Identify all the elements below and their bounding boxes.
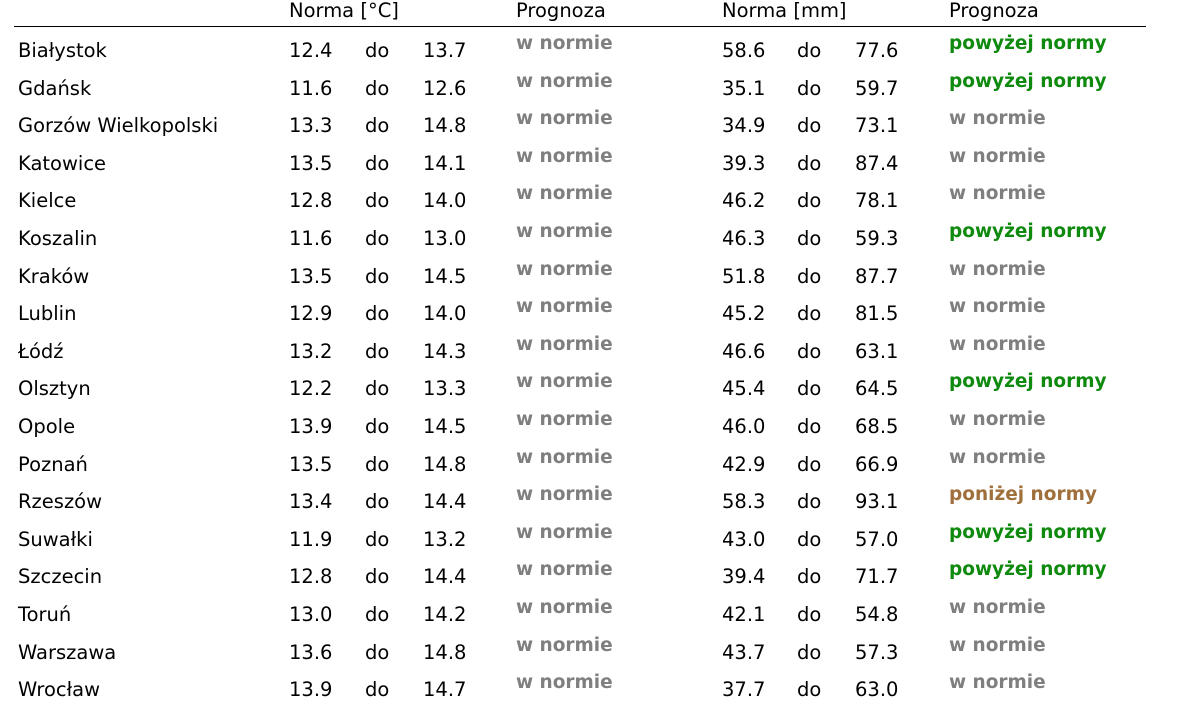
- precip-norm-max: 66.9: [855, 452, 899, 476]
- precip-norm-max: 57.0: [855, 527, 899, 551]
- temp-norm-max: 13.2: [423, 527, 467, 551]
- precip-range-word: do: [797, 377, 822, 401]
- table-row: [0, 371, 1200, 409]
- precip-range-word: do: [797, 565, 822, 589]
- precip-range-word: do: [797, 151, 822, 175]
- city-name: Katowice: [18, 151, 107, 175]
- temp-norm-min: 13.4: [289, 490, 333, 514]
- table-row: [0, 259, 1200, 297]
- temp-forecast: w normie: [516, 484, 613, 506]
- table-row: [0, 447, 1200, 485]
- table-row: [0, 71, 1200, 109]
- temp-norm-min: 13.9: [289, 678, 333, 702]
- table-row: [0, 146, 1200, 184]
- precip-norm-max: 87.4: [855, 151, 899, 175]
- temp-norm-min: 13.3: [289, 114, 333, 138]
- precip-norm-min: 58.6: [722, 39, 766, 62]
- precip-norm-min: 43.7: [722, 640, 766, 664]
- temp-norm-min: 13.9: [289, 415, 333, 438]
- temp-norm-min: 12.9: [289, 302, 333, 326]
- city-name: Toruń: [18, 603, 72, 626]
- precip-forecast: powyżej normy: [949, 521, 1107, 543]
- temp-forecast: w normie: [516, 409, 613, 430]
- precip-norm-min: 34.9: [722, 114, 766, 138]
- city-name: Szczecin: [18, 565, 103, 589]
- precip-norm-min: 46.3: [722, 227, 766, 250]
- table-row: [0, 522, 1200, 560]
- temp-norm-min: 12.8: [289, 565, 333, 589]
- temp-forecast: w normie: [516, 183, 613, 205]
- precip-range-word: do: [797, 189, 822, 213]
- temp-forecast: w normie: [516, 371, 613, 393]
- temp-forecast: w normie: [516, 521, 613, 543]
- temp-forecast: w normie: [516, 221, 613, 242]
- temp-forecast: w normie: [516, 33, 613, 54]
- temp-norm-max: 14.8: [423, 114, 467, 138]
- temp-range-word: do: [365, 114, 390, 138]
- temp-norm-min: 12.2: [289, 377, 333, 401]
- header-temp-norm: Norma [°C]: [289, 0, 399, 22]
- precip-range-word: do: [797, 76, 822, 100]
- precip-forecast: powyżej normy: [949, 559, 1107, 581]
- table-row: [0, 108, 1200, 146]
- precip-norm-min: 46.2: [722, 189, 766, 213]
- precip-forecast: w normie: [949, 409, 1046, 430]
- temp-norm-min: 12.4: [289, 39, 333, 62]
- temp-range-word: do: [365, 603, 390, 626]
- precip-forecast: powyżej normy: [949, 70, 1107, 92]
- precip-range-word: do: [797, 114, 822, 138]
- precip-forecast: w normie: [949, 183, 1046, 205]
- header-divider: [14, 26, 1146, 27]
- temp-forecast: w normie: [516, 333, 613, 355]
- city-name: Suwałki: [18, 527, 93, 551]
- temp-norm-max: 13.3: [423, 377, 467, 401]
- precip-range-word: do: [797, 227, 822, 250]
- temp-norm-min: 12.8: [289, 189, 333, 213]
- temp-range-word: do: [365, 640, 390, 664]
- precip-norm-max: 78.1: [855, 189, 899, 213]
- temp-norm-max: 14.0: [423, 302, 467, 326]
- precip-norm-max: 68.5: [855, 415, 899, 438]
- temp-norm-min: 13.6: [289, 640, 333, 664]
- temp-range-word: do: [365, 490, 390, 514]
- precip-range-word: do: [797, 603, 822, 626]
- temp-norm-min: 13.2: [289, 339, 333, 363]
- precip-norm-min: 46.0: [722, 415, 766, 438]
- temp-norm-min: 13.5: [289, 452, 333, 476]
- table-row: [0, 559, 1200, 597]
- table-row: [0, 484, 1200, 522]
- temp-norm-min: 13.5: [289, 264, 333, 288]
- city-name: Warszawa: [18, 640, 117, 664]
- precip-forecast: w normie: [949, 446, 1046, 468]
- temp-norm-max: 14.0: [423, 189, 467, 213]
- temp-norm-min: 11.9: [289, 527, 333, 551]
- precip-range-word: do: [797, 452, 822, 476]
- precip-norm-min: 39.4: [722, 565, 766, 589]
- temp-norm-max: 14.1: [423, 151, 467, 175]
- temp-range-word: do: [365, 452, 390, 476]
- temp-norm-max: 13.7: [423, 39, 467, 62]
- temp-range-word: do: [365, 227, 390, 250]
- temp-norm-max: 14.5: [423, 415, 467, 438]
- temp-forecast: w normie: [516, 672, 613, 694]
- precip-norm-max: 57.3: [855, 640, 899, 664]
- temp-norm-max: 14.4: [423, 565, 467, 589]
- temp-norm-max: 14.7: [423, 678, 467, 702]
- precip-norm-max: 81.5: [855, 302, 899, 326]
- temp-forecast: w normie: [516, 145, 613, 167]
- precip-norm-min: 45.2: [722, 302, 766, 326]
- temp-norm-max: 14.4: [423, 490, 467, 514]
- temp-range-word: do: [365, 76, 390, 100]
- table-row: [0, 296, 1200, 334]
- temp-norm-max: 14.3: [423, 339, 467, 363]
- precip-forecast: powyżej normy: [949, 221, 1107, 242]
- temp-range-word: do: [365, 264, 390, 288]
- temp-norm-min: 11.6: [289, 227, 333, 250]
- precip-norm-min: 37.7: [722, 678, 766, 702]
- temp-forecast: w normie: [516, 597, 613, 618]
- temp-range-word: do: [365, 565, 390, 589]
- table-row: [0, 183, 1200, 221]
- precip-forecast: powyżej normy: [949, 371, 1107, 393]
- header-temp-forecast: Prognoza: [516, 0, 606, 22]
- precip-forecast: poniżej normy: [949, 484, 1097, 506]
- temp-norm-min: 13.0: [289, 603, 333, 626]
- precip-norm-max: 59.3: [855, 227, 899, 250]
- city-name: Gorzów Wielkopolski: [18, 114, 219, 138]
- temp-range-word: do: [365, 151, 390, 175]
- precip-norm-min: 42.1: [722, 603, 766, 626]
- precip-norm-max: 93.1: [855, 490, 899, 514]
- city-name: Wrocław: [18, 678, 101, 702]
- table-row: [0, 409, 1200, 447]
- temp-range-word: do: [365, 302, 390, 326]
- temp-forecast: w normie: [516, 559, 613, 581]
- precip-forecast: w normie: [949, 258, 1046, 280]
- precip-range-word: do: [797, 39, 822, 62]
- precip-norm-max: 87.7: [855, 264, 899, 288]
- temp-range-word: do: [365, 415, 390, 438]
- temp-norm-max: 14.2: [423, 603, 467, 626]
- precip-norm-min: 58.3: [722, 490, 766, 514]
- city-name: Opole: [18, 415, 76, 438]
- precip-norm-max: 63.0: [855, 678, 899, 702]
- temp-norm-max: 14.8: [423, 640, 467, 664]
- table-row: [0, 334, 1200, 372]
- precip-forecast: w normie: [949, 145, 1046, 167]
- table-row: [0, 672, 1200, 710]
- temp-range-word: do: [365, 377, 390, 401]
- precip-norm-min: 42.9: [722, 452, 766, 476]
- temp-norm-max: 12.6: [423, 76, 467, 100]
- precip-norm-max: 54.8: [855, 603, 899, 626]
- temp-range-word: do: [365, 339, 390, 363]
- city-name: Lublin: [18, 302, 77, 326]
- precip-forecast: powyżej normy: [949, 33, 1107, 54]
- precip-norm-max: 63.1: [855, 339, 899, 363]
- temp-range-word: do: [365, 678, 390, 702]
- precip-norm-max: 71.7: [855, 565, 899, 589]
- precip-forecast: w normie: [949, 597, 1046, 618]
- city-name: Koszalin: [18, 227, 98, 250]
- precip-norm-max: 73.1: [855, 114, 899, 138]
- precip-forecast: w normie: [949, 333, 1046, 355]
- table-row: [0, 597, 1200, 635]
- precip-norm-max: 64.5: [855, 377, 899, 401]
- precip-norm-min: 46.6: [722, 339, 766, 363]
- precip-range-word: do: [797, 640, 822, 664]
- precip-forecast: w normie: [949, 296, 1046, 318]
- city-name: Rzeszów: [18, 490, 103, 514]
- precip-range-word: do: [797, 678, 822, 702]
- city-name: Białystok: [18, 39, 107, 62]
- city-name: Łódź: [18, 339, 64, 363]
- temp-norm-max: 13.0: [423, 227, 467, 250]
- temp-norm-min: 13.5: [289, 151, 333, 175]
- precip-norm-min: 35.1: [722, 76, 766, 100]
- precip-forecast: w normie: [949, 108, 1046, 130]
- precip-range-word: do: [797, 339, 822, 363]
- table-row: [0, 221, 1200, 259]
- city-name: Kielce: [18, 189, 77, 213]
- table-row: [0, 635, 1200, 673]
- temp-range-word: do: [365, 189, 390, 213]
- city-name: Poznań: [18, 452, 88, 476]
- precip-forecast: w normie: [949, 672, 1046, 694]
- temp-forecast: w normie: [516, 108, 613, 130]
- table-row: [0, 33, 1200, 71]
- temp-norm-max: 14.5: [423, 264, 467, 288]
- precip-norm-min: 43.0: [722, 527, 766, 551]
- temp-forecast: w normie: [516, 258, 613, 280]
- header-precip-norm: Norma [mm]: [722, 0, 847, 22]
- header-precip-forecast: Prognoza: [949, 0, 1039, 22]
- precip-range-word: do: [797, 527, 822, 551]
- precip-forecast: w normie: [949, 634, 1046, 656]
- precip-range-word: do: [797, 415, 822, 438]
- city-name: Kraków: [18, 264, 90, 288]
- city-name: Olsztyn: [18, 377, 91, 401]
- temp-range-word: do: [365, 39, 390, 62]
- precip-norm-max: 59.7: [855, 76, 899, 100]
- temp-norm-max: 14.8: [423, 452, 467, 476]
- temp-forecast: w normie: [516, 634, 613, 656]
- temp-forecast: w normie: [516, 70, 613, 92]
- precip-norm-min: 51.8: [722, 264, 766, 288]
- city-name: Gdańsk: [18, 76, 92, 100]
- temp-norm-min: 11.6: [289, 76, 333, 100]
- precip-range-word: do: [797, 264, 822, 288]
- precip-norm-max: 77.6: [855, 39, 899, 62]
- temp-forecast: w normie: [516, 296, 613, 318]
- temp-range-word: do: [365, 527, 390, 551]
- table-header: [0, 0, 1200, 26]
- precip-norm-min: 39.3: [722, 151, 766, 175]
- temp-forecast: w normie: [516, 446, 613, 468]
- precip-range-word: do: [797, 490, 822, 514]
- precip-norm-min: 45.4: [722, 377, 766, 401]
- precip-range-word: do: [797, 302, 822, 326]
